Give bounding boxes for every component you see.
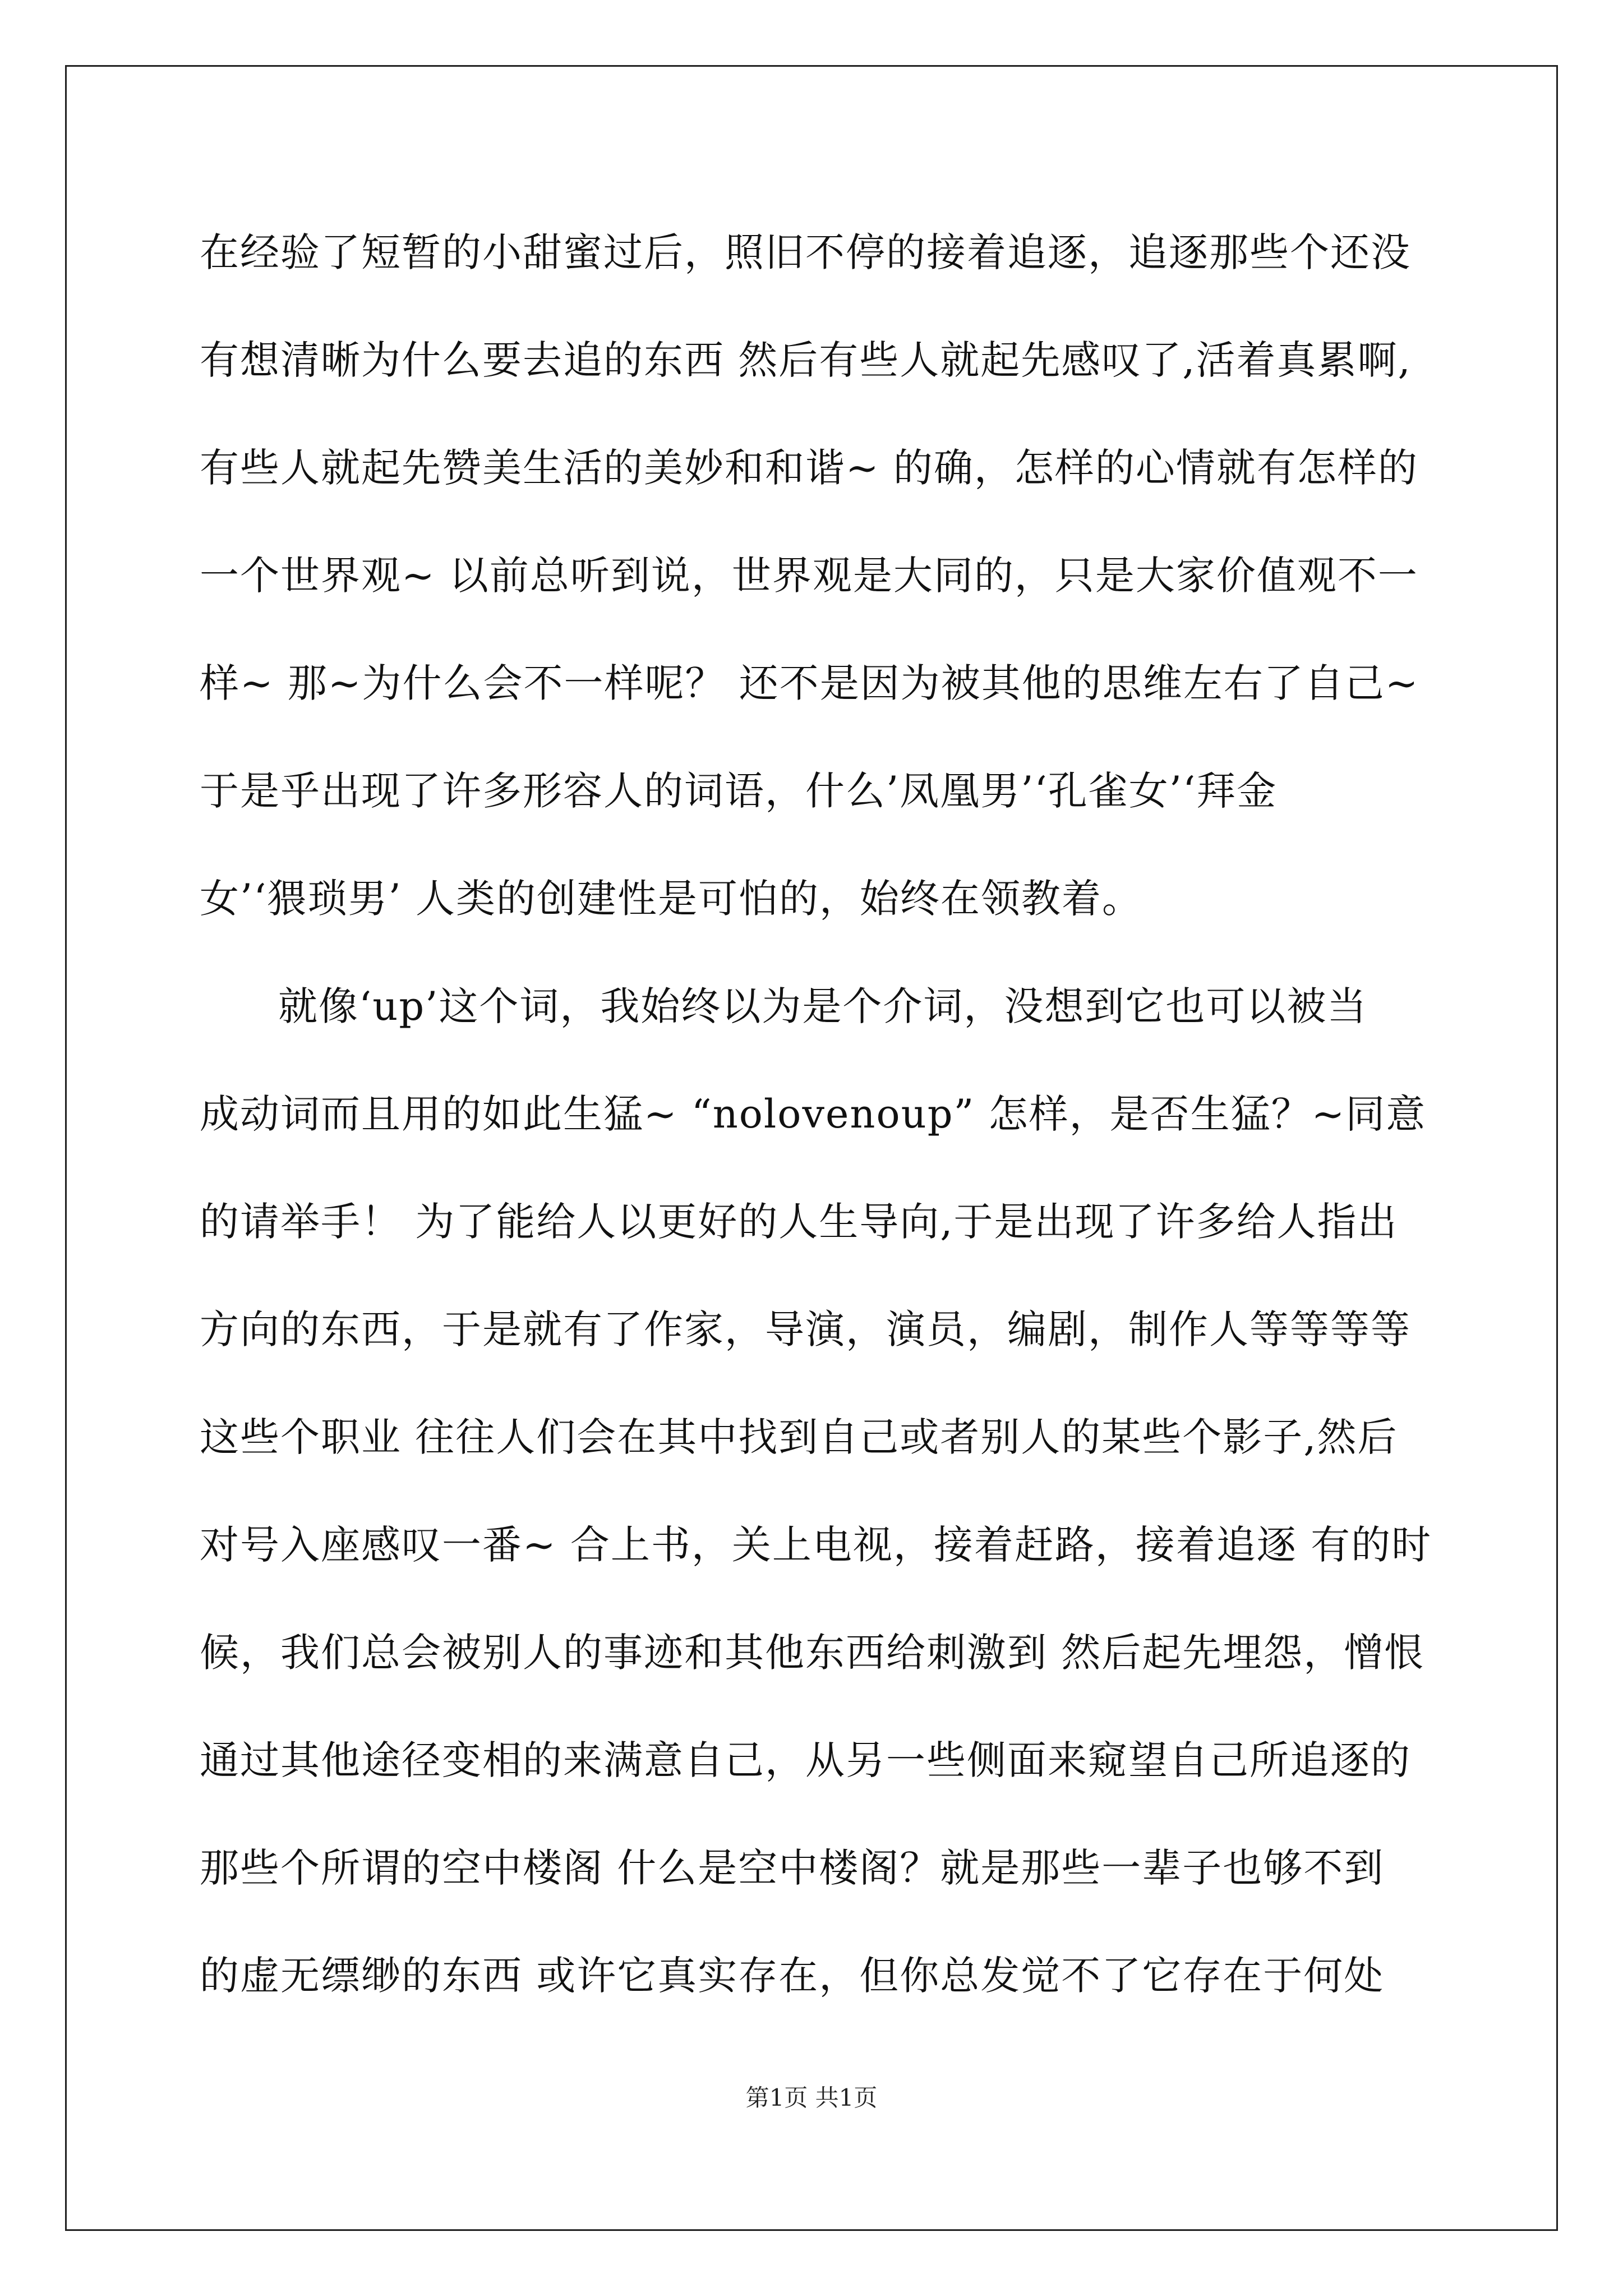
page-footer: 第1页 共1页 — [745, 2084, 878, 2111]
document-body — [200, 219, 1490, 2050]
text-line: 那些个所谓的空中楼阁 什么是空中楼阁？就是那些一辈子也够不到 — [200, 1845, 1385, 1891]
text-line: 通过其他途径变相的来满意自己，从另一些侧面来窥望自己所追逐的 — [200, 1737, 1411, 1783]
text-line: 的虚无缥缈的东西 或许它真实存在，但你总发觉不了它存在于何处 — [200, 1953, 1385, 1999]
text-line: 的请举手！ 为了能给人以更好的人生导向,于是出现了许多给人指出 — [200, 1199, 1398, 1245]
text-line: 样~ 那~为什么会不一样呢？ 还不是因为被其他的思维左右了自己~ — [200, 660, 1419, 706]
text-line: 方向的东西，于是就有了作家，导演，演员，编剧，制作人等等等等 — [200, 1306, 1411, 1352]
text-line: 有想清晰为什么要去追的东西 然后有些人就起先感叹了,活着真累啊, — [200, 337, 1412, 383]
text-line: 这些个职业 往往人们会在其中找到自己或者别人的某些个影子,然后 — [200, 1414, 1398, 1460]
text-line: 对号入座感叹一番~ 合上书，关上电视，接着赶路，接着追逐 有的时 — [200, 1522, 1432, 1568]
text-line: 成动词而且用的如此生猛~ “nolovenoup” 怎样，是否生猛？~同意 — [200, 1091, 1427, 1137]
text-line: 有些人就起先赞美生活的美妙和和谐~ 的确，怎样的心情就有怎样的 — [200, 445, 1418, 491]
text-line: 一个世界观~ 以前总听到说，世界观是大同的，只是大家价值观不一 — [200, 553, 1418, 599]
text-line: 于是乎出现了许多形容人的词语，什么’凤凰男’‘孔雀女’‘拜金 — [200, 768, 1278, 814]
paragraph-start-line: 就像‘up’这个词，我始终以为是个介词，没想到它也可以被当 — [278, 983, 1368, 1029]
text-line: 候，我们总会被别人的事迹和其他东西给刺激到 然后起先埋怨，憎恨 — [200, 1630, 1425, 1676]
text-line: 在经验了短暂的小甜蜜过后，照旧不停的接着追逐，追逐那些个还没 — [200, 229, 1411, 275]
text-line: 女’‘猥琐男’ 人类的创建性是可怕的，始终在领教着。 — [200, 876, 1143, 922]
